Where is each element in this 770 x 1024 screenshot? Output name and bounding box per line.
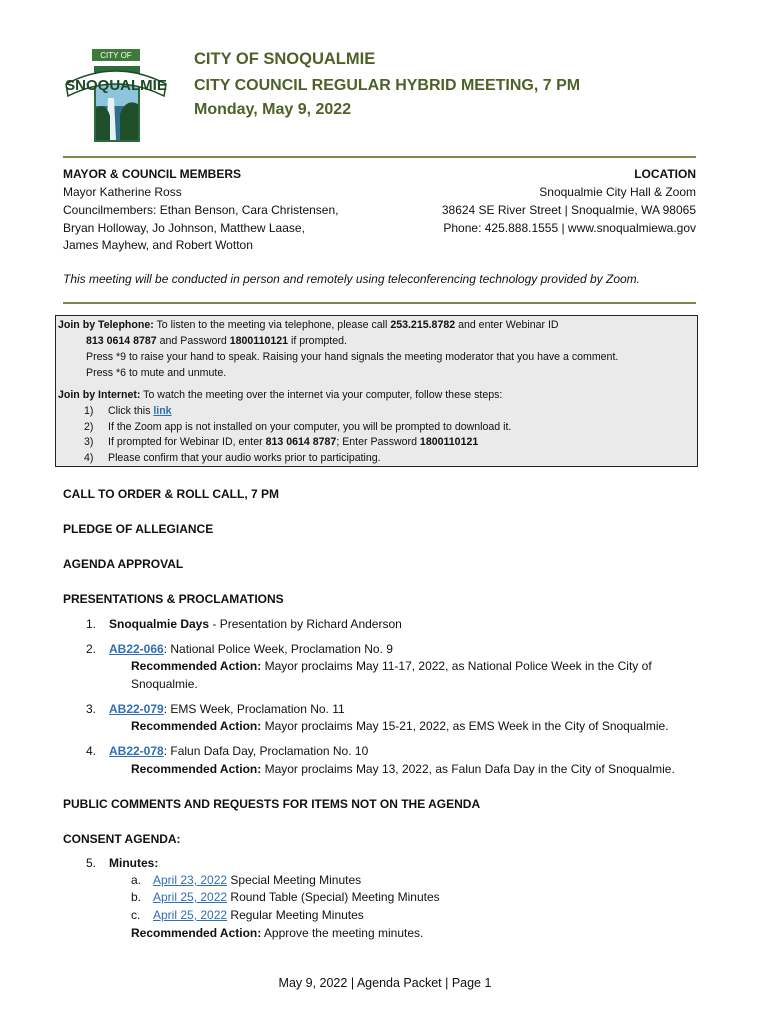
section-presentations: PRESENTATIONS & PROCLAMATIONS xyxy=(63,592,284,606)
members-heading: MAYOR & COUNCIL MEMBERS xyxy=(63,167,242,181)
header-date: Monday, May 9, 2022 xyxy=(194,101,352,118)
members-line: Councilmembers: Ethan Benson, Cara Christensen, xyxy=(63,203,339,217)
telephone-line-3: Press *9 to raise your hand to speak. Raising your hand signals the meeting moderator that you have a comment. xyxy=(86,351,619,363)
recommended-action: Recommended Action: Mayor proclaims May 13, 2022, as Falun Dafa Day in the City of Snoqualmie. xyxy=(131,762,675,776)
section-agenda-approval: AGENDA APPROVAL xyxy=(63,557,184,571)
agenda-bill-link[interactable]: AB22-079 xyxy=(109,702,164,716)
members-line: James Mayhew, and Robert Wotton xyxy=(63,238,253,252)
logo-main-text: SNOQUALMIE xyxy=(65,77,167,94)
telephone-number: 253.215.8782 xyxy=(390,319,456,331)
agenda-item: AB22-079: EMS Week, Proclamation No. 11 xyxy=(109,702,345,716)
step-item: If the Zoom app is not installed on your computer, you will be prompted to download it. xyxy=(108,421,512,433)
location-heading: LOCATION xyxy=(634,167,696,181)
location-line: Snoqualmie City Hall & Zoom xyxy=(539,185,696,199)
minutes-link[interactable]: April 23, 2022 xyxy=(153,873,228,887)
item-number: 3. xyxy=(86,702,97,716)
telephone-line-1: Join by Telephone: To listen to the meeting via telephone, please call 253.215.8782 and enter Webinar ID xyxy=(58,319,559,331)
recommended-action: Recommended Action: Approve the meeting minutes. xyxy=(131,926,424,940)
sub-letter: b. xyxy=(131,890,142,904)
minutes-item: April 25, 2022 Regular Meeting Minutes xyxy=(153,908,364,922)
step-number: 2) xyxy=(84,421,94,433)
agenda-bill-link[interactable]: AB22-066 xyxy=(109,642,164,656)
meeting-notice: This meeting will be conducted in person and remotely using teleconferencing technology provided by Zoom. xyxy=(63,272,640,286)
minutes-link[interactable]: April 25, 2022 xyxy=(153,908,228,922)
zoom-link[interactable]: link xyxy=(153,405,172,417)
telephone-label: Join by Telephone: xyxy=(58,319,154,331)
section-public-comments: PUBLIC COMMENTS AND REQUESTS FOR ITEMS NOT ON THE AGENDA xyxy=(63,797,481,811)
sub-letter: c. xyxy=(131,908,141,922)
section-call-to-order: CALL TO ORDER & ROLL CALL, 7 PM xyxy=(63,487,280,501)
step-item: Click this link xyxy=(108,405,172,417)
recommended-action-cont: Snoqualmie. xyxy=(131,677,198,691)
section-consent-agenda: CONSENT AGENDA: xyxy=(63,832,181,846)
recommended-action: Recommended Action: Mayor proclaims May 15-21, 2022, as EMS Week in the City of Snoqualmie. xyxy=(131,719,669,733)
page-footer: May 9, 2022 | Agenda Packet | Page 1 xyxy=(278,976,492,990)
recommended-action: Recommended Action: Mayor proclaims May 11-17, 2022, as National Police Week in the City of xyxy=(131,659,652,673)
minutes-item: April 23, 2022 Special Meeting Minutes xyxy=(153,873,362,887)
item-number: 2. xyxy=(86,642,97,656)
telephone-line-2: 813 0614 8787 and Password 1800110121 if prompted. xyxy=(86,335,347,347)
step-number: 1) xyxy=(84,405,94,417)
members-line: Mayor Katherine Ross xyxy=(63,185,182,199)
sub-letter: a. xyxy=(131,873,142,887)
telephone-line-4: Press *6 to mute and unmute. xyxy=(86,367,227,379)
members-line: Bryan Holloway, Jo Johnson, Matthew Laase, xyxy=(63,221,305,235)
section-pledge: PLEDGE OF ALLEGIANCE xyxy=(63,522,214,536)
internet-label: Join by Internet: xyxy=(58,389,141,401)
city-logo xyxy=(62,46,170,148)
step-number: 4) xyxy=(84,452,94,464)
join-instructions-box xyxy=(55,315,698,467)
agenda-item: AB22-078: Falun Dafa Day, Proclamation No. 10 xyxy=(109,744,369,758)
minutes-label: Minutes: xyxy=(109,856,159,870)
internet-line: Join by Internet: To watch the meeting over the internet via your computer, follow these steps: xyxy=(58,389,503,401)
webinar-id: 813 0614 8787 xyxy=(86,335,157,347)
item-number: 5. xyxy=(86,856,97,870)
minutes-link[interactable]: April 25, 2022 xyxy=(153,890,228,904)
step-item: If prompted for Webinar ID, enter 813 0614 8787; Enter Password 1800110121 xyxy=(108,436,479,448)
location-line: Phone: 425.888.1555 | www.snoqualmiewa.gov xyxy=(443,221,696,235)
header-city: CITY OF SNOQUALMIE xyxy=(194,50,376,68)
step-item: Please confirm that your audio works prior to participating. xyxy=(108,452,381,464)
minutes-item: April 25, 2022 Round Table (Special) Meeting Minutes xyxy=(153,890,440,904)
agenda-item: AB22-066: National Police Week, Proclamation No. 9 xyxy=(109,642,393,656)
header-meeting: CITY COUNCIL REGULAR HYBRID MEETING, 7 PM xyxy=(194,77,581,94)
agenda-item: Snoqualmie Days - Presentation by Richard Anderson xyxy=(109,617,402,631)
logo-top-text: CITY OF xyxy=(100,51,132,60)
item-number: 4. xyxy=(86,744,97,758)
agenda-bill-link[interactable]: AB22-078 xyxy=(109,744,164,758)
item-number: 1. xyxy=(86,617,97,631)
step-number: 3) xyxy=(84,436,94,448)
notice-rule xyxy=(63,302,696,304)
header-rule xyxy=(63,156,696,158)
location-line: 38624 SE River Street | Snoqualmie, WA 98065 xyxy=(441,203,696,217)
webinar-password: 1800110121 xyxy=(229,335,289,347)
